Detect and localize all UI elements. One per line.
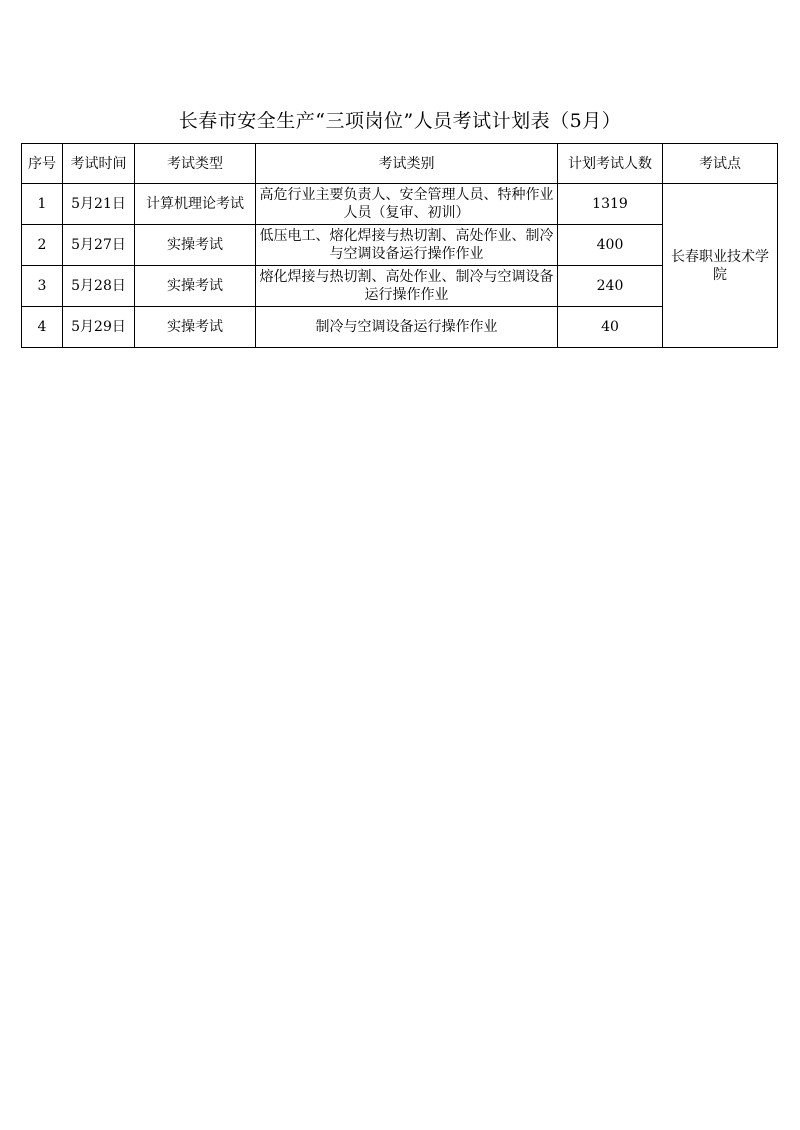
- cell-type: 实操考试: [135, 266, 256, 307]
- cell-count: 40: [558, 307, 663, 348]
- cell-type: 实操考试: [135, 307, 256, 348]
- page-title: 长春市安全生产“三项岗位”人员考试计划表（5月）: [178, 110, 622, 132]
- header-type: 考试类型: [135, 144, 256, 184]
- cell-index: 1: [22, 184, 63, 225]
- cell-type: 计算机理论考试: [135, 184, 256, 225]
- cell-date: 5月21日: [63, 184, 135, 225]
- header-count: 计划考试人数: [558, 144, 663, 184]
- cell-location: [663, 184, 778, 348]
- header-index: 序号: [22, 144, 63, 184]
- cell-index: 4: [22, 307, 63, 348]
- header-category: 考试类别: [256, 144, 558, 184]
- cell-category: 制冷与空调设备运行操作作业: [256, 307, 558, 348]
- table-row: [22, 184, 778, 225]
- cell-category: 低压电工、熔化焊接与热切割、高处作业、制冷与空调设备运行操作作业: [256, 225, 558, 266]
- location-text: 长春职业技术学院: [671, 248, 769, 283]
- cell-count: 400: [558, 225, 663, 266]
- cell-count: 1319: [558, 184, 663, 225]
- cell-date: 5月28日: [63, 266, 135, 307]
- cell-category: 高危行业主要负责人、安全管理人员、特种作业人员（复审、初训）: [256, 184, 558, 225]
- cell-type: 实操考试: [135, 225, 256, 266]
- cell-index: 2: [22, 225, 63, 266]
- cell-category: 熔化焊接与热切割、高处作业、制冷与空调设备运行操作作业: [256, 266, 558, 307]
- header-location: 考试点: [663, 144, 778, 184]
- table-header-row: [22, 144, 778, 184]
- cell-date: 5月29日: [63, 307, 135, 348]
- cell-index: 3: [22, 266, 63, 307]
- cell-date: 5月27日: [63, 225, 135, 266]
- exam-plan-table: [21, 143, 778, 348]
- header-date: 考试时间: [63, 144, 135, 184]
- cell-count: 240: [558, 266, 663, 307]
